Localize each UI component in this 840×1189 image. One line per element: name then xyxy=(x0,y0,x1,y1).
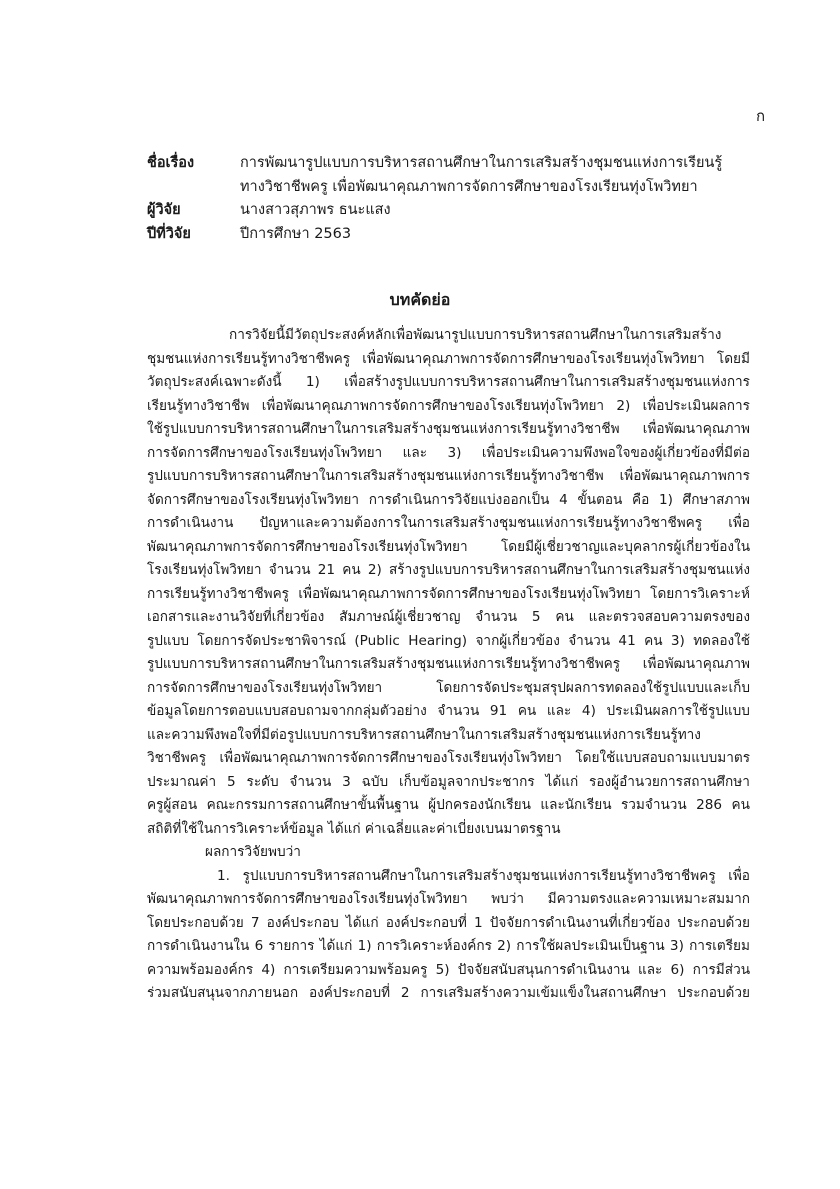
abstract-line: รูปแบบ โดยการจัดประชาพิจารณ์ (Public Hearing) จากผู้เกี่ยวข้อง จำนวน 41 คน 3) ทดลองใช้ xyxy=(147,632,750,649)
abstract-line: การดำเนินงานใน 6 รายการ ได้แก่ 1) การวิเคราะห์องค์กร 2) การใช้ผลประเมินเป็นฐาน 3) การเตรียม xyxy=(147,938,750,954)
document-metadata xyxy=(147,152,767,246)
abstract-line: รูปแบบการบริหารสถานศึกษาในการเสริมสร้างชุมชนแห่งการเรียนรู้ทางวิชาชีพครู เพื่อพัฒนาคุณภาพ xyxy=(147,656,750,672)
abstract-line: พัฒนาคุณภาพการจัดการศึกษาของโรงเรียนทุ่งโพวิทยา โดยมีผู้เชี่ยวชาญและบุคลากรผู้เกี่ยวข้องใน xyxy=(147,538,750,555)
abstract-line: โรงเรียนทุ่งโพวิทยา จำนวน 21 คน 2) สร้างรูปแบบการบริหารสถานศึกษาในการเสริมสร้างชุมชนแห่ง xyxy=(147,562,750,578)
title-value xyxy=(240,152,767,199)
researcher-value: นางสาวสุภาพร ธนะแสง xyxy=(240,202,391,218)
abstract-line: 1. รูปแบบการบริหารสถานศึกษาในการเสริมสร้างชุมชนแห่งการเรียนรู้ทางวิชาชีพครู เพื่อ xyxy=(217,867,750,884)
abstract-line: ชุมชนแห่งการเรียนรู้ทางวิชาชีพครู เพื่อพัฒนาคุณภาพการจัดการศึกษาของโรงเรียนทุ่งโพวิทยา โดยมี xyxy=(147,350,750,367)
abstract-line: ประมาณค่า 5 ระดับ จำนวน 3 ฉบับ เก็บข้อมูลจากประชากร ได้แก่ รองผู้อำนวยการสถานศึกษา xyxy=(147,773,750,790)
abstract-line: และความพึงพอใจที่มีต่อรูปแบบการบริหารสถานศึกษาในการเสริมสร้างชุมชนแห่งการเรียนรู้ทาง xyxy=(147,726,701,743)
abstract-line: ร่วมสนับสนุนจากภายนอก องค์ประกอบที่ 2 การเสริมสร้างความเข้มแข็งในสถานศึกษา ประกอบด้วย xyxy=(147,985,750,1001)
abstract-heading: บทคัดย่อ xyxy=(389,290,451,309)
abstract-line: พัฒนาคุณภาพการจัดการศึกษาของโรงเรียนทุ่งโพวิทยา พบว่า มีความตรงและความเหมาะสมมาก xyxy=(147,891,750,907)
abstract-line: วัตถุประสงค์เฉพาะดังนี้ 1) เพื่อสร้างรูปแบบการบริหารสถานศึกษาในการเสริมสร้างชุมชนแห่งการ xyxy=(147,374,750,390)
title-line-1: การพัฒนารูปแบบการบริหารสถานศึกษาในการเสริมสร้างชุมชนแห่งการเรียนรู้ xyxy=(240,155,723,171)
abstract-line: การวิจัยนี้มีวัตถุประสงค์หลักเพื่อพัฒนารูปแบบการบริหารสถานศึกษาในการเสริมสร้าง xyxy=(229,327,722,343)
title-line-2: ทางวิชาชีพครู เพื่อพัฒนาคุณภาพการจัดการศึกษาของโรงเรียนทุ่งโพวิทยา xyxy=(240,178,698,195)
abstract-line: รูปแบบการบริหารสถานศึกษาในการเสริมสร้างชุมชนแห่งการเรียนรู้ทางวิชาชีพ เพื่อพัฒนาคุณภาพการ xyxy=(147,468,750,484)
abstract-line: เอกสารและงานวิจัยที่เกี่ยวข้อง สัมภาษณ์ผู้เชี่ยวชาญ จำนวน 5 คน และตรวจสอบความตรงของ xyxy=(147,609,750,625)
year-row xyxy=(147,223,767,247)
abstract-line: ครูผู้สอน คณะกรรมการสถานศึกษาขั้นพื้นฐาน ผู้ปกครองนักเรียน และนักเรียน รวมจำนวน 286 คน xyxy=(147,797,750,813)
title-row xyxy=(147,152,767,199)
abstract-line: จัดการศึกษาของโรงเรียนทุ่งโพวิทยา การดำเนินการวิจัยแบ่งออกเป็น 4 ขั้นตอน คือ 1) ศึกษาสภาพ xyxy=(147,491,750,508)
abstract-line: วิชาชีพครู เพื่อพัฒนาคุณภาพการจัดการศึกษาของโรงเรียนทุ่งโพวิทยา โดยใช้แบบสอบถามแบบมาตร xyxy=(147,750,750,766)
results-heading: ผลการวิจัยพบว่า xyxy=(205,844,301,860)
page-number: ก xyxy=(756,107,766,125)
title-label: ชื่อเรื่อง xyxy=(147,155,195,171)
abstract-line: เรียนรู้ทางวิชาชีพ เพื่อพัฒนาคุณภาพการจัดการศึกษาของโรงเรียนทุ่งโพวิทยา 2) เพื่อประเมินผลการ xyxy=(147,397,750,414)
abstract-line: การดำเนินงาน ปัญหาและความต้องการในการเสริมสร้างชุมชนแห่งการเรียนรู้ทางวิชาชีพครู เพื่อ xyxy=(147,515,750,531)
abstract-line: การจัดการศึกษาของโรงเรียนทุ่งโพวิทยา โดยการจัดประชุมสรุปผลการทดลองใช้รูปแบบและเก็บ xyxy=(147,679,750,696)
abstract-body xyxy=(147,324,750,1006)
abstract-line: การจัดการศึกษาของโรงเรียนทุ่งโพวิทยา และ 3) เพื่อประเมินความพึงพอใจของผู้เกี่ยวข้องที่มีต่อ xyxy=(147,444,750,461)
abstract-line: สถิติที่ใช้ในการวิเคราะห์ข้อมูล ได้แก่ ค่าเฉลี่ยและค่าเบี่ยงเบนมาตรฐาน xyxy=(147,820,561,837)
researcher-label: ผู้วิจัย xyxy=(147,202,181,218)
year-value: ปีการศึกษา 2563 xyxy=(240,225,352,242)
researcher-row xyxy=(147,199,767,223)
abstract-line: ข้อมูลโดยการตอบแบบสอบถามจากกลุ่มตัวอย่าง จำนวน 91 คน และ 4) ประเมินผลการใช้รูปแบบ xyxy=(147,703,750,719)
year-label: ปีที่วิจัย xyxy=(147,225,191,242)
abstract-line: ความพร้อมองค์กร 4) การเตรียมความพร้อมครู 5) ปัจจัยสนับสนุนการดำเนินงาน และ 6) การมีส่วน xyxy=(147,961,750,978)
abstract-line: โดยประกอบด้วย 7 องค์ประกอบ ได้แก่ องค์ประกอบที่ 1 ปัจจัยการดำเนินงานที่เกี่ยวข้อง ประกอบด้วย xyxy=(147,914,750,931)
abstract-line: การเรียนรู้ทางวิชาชีพครู เพื่อพัฒนาคุณภาพการจัดการศึกษาของโรงเรียนทุ่งโพวิทยา โดยการวิเคราะห์ xyxy=(147,585,750,602)
abstract-line: ใช้รูปแบบการบริหารสถานศึกษาในการเสริมสร้างชุมชนแห่งการเรียนรู้ทางวิชาชีพ เพื่อพัฒนาคุณภาพ xyxy=(147,421,750,437)
